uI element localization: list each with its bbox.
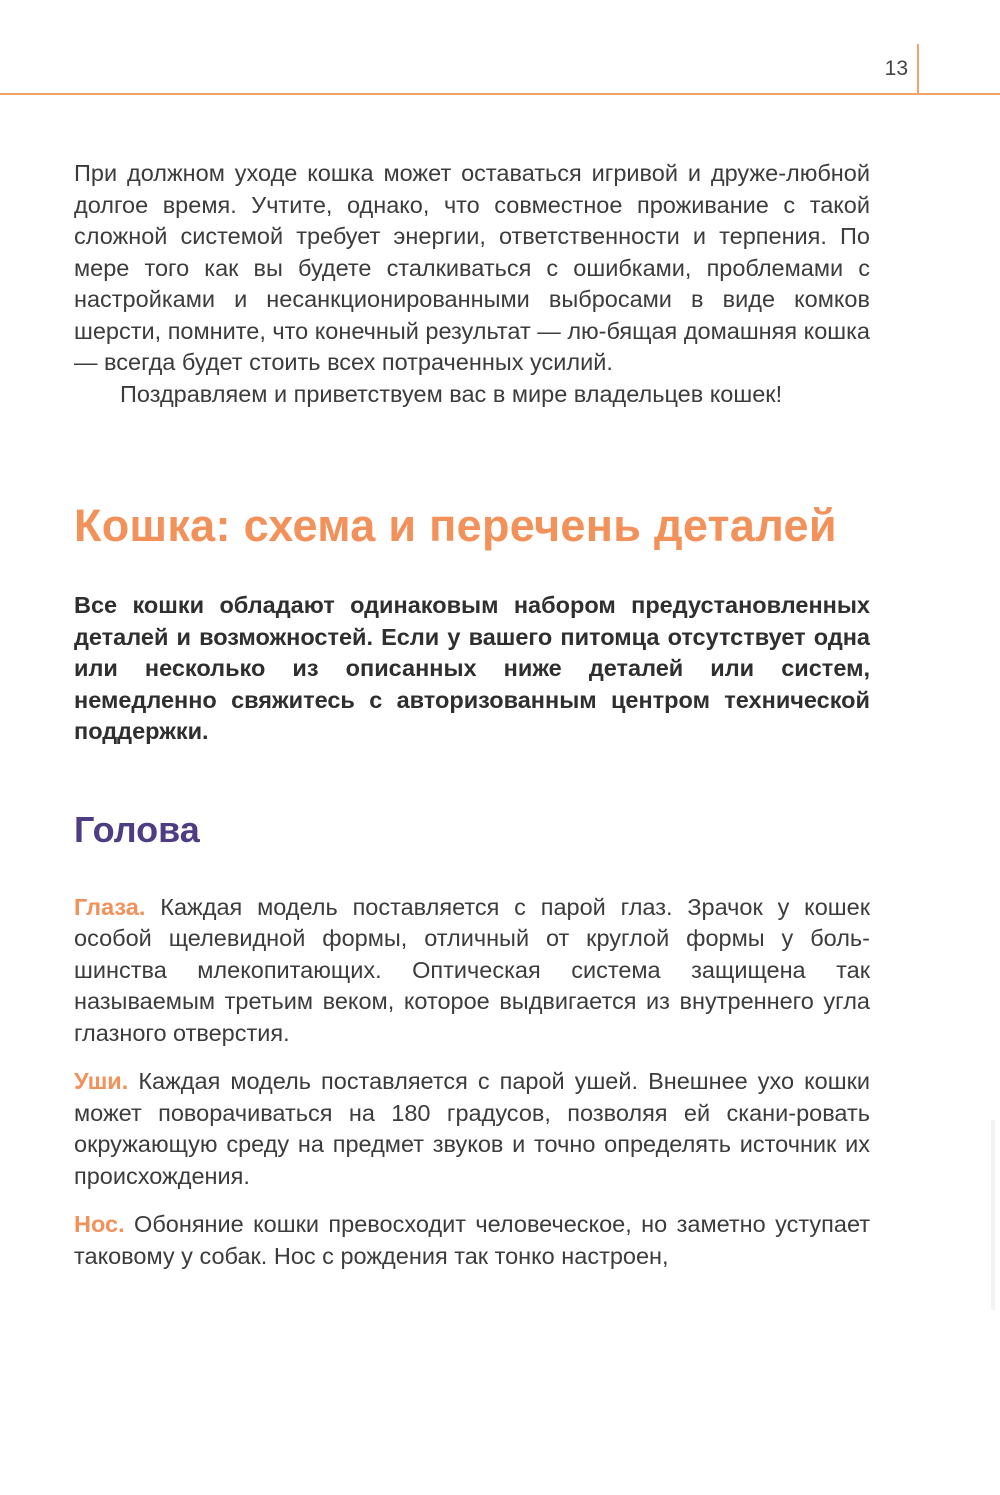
section-title: Кошка: схема и перечень деталей bbox=[74, 500, 837, 551]
intro-closing-paragraph: Поздравляем и приветствуем вас в мире владельцев кошек! bbox=[120, 380, 783, 407]
part-description: Каждая модель поставляется с парой глаз. Зрачок у кошек особой щелевидной формы, отличный от круглой формы у боль-шинства млекопитающих. Оптическая система защищена так называемым третьим веком, которое выдвигается из внутреннего угла глазного отверстия. bbox=[74, 893, 870, 1046]
header-rule bbox=[0, 93, 1000, 95]
part-nose bbox=[74, 1209, 870, 1272]
page-edge-shadow bbox=[991, 1120, 995, 1310]
part-description: Каждая модель поставляется с парой ушей. Внешнее ухо кошки может поворачиваться на 180 градусов, позволяя ей скани-ровать окружающую среду на предмет звуков и точно определять источник их происхождения. bbox=[74, 1068, 870, 1189]
page-number-divider bbox=[917, 44, 919, 94]
intro-paragraph: При должном уходе кошка может оставаться игривой и друже-любной долгое время. Учтите, однако, что совместное проживание с такой сложной системой требует энергии, ответственности и терпения. По мере того как вы будете сталкиваться с ошибками, проблемами с настройками и несанкционированными выбросами в виде комков шерсти, помните, что конечный результат — лю-бящая домашняя кошка — всегда будет стоить всех потраченных усилий. bbox=[74, 160, 870, 375]
subsection-title: Голова bbox=[74, 808, 200, 850]
part-term: Глаза. bbox=[74, 893, 146, 920]
parts-list bbox=[74, 892, 870, 1273]
part-description: Обоняние кошки превосходит человеческое, но заметно уступает таковому у собак. Нос с рождения так тонко настроен, bbox=[74, 1211, 870, 1269]
part-term: Уши. bbox=[74, 1068, 129, 1094]
part-ears bbox=[74, 1066, 870, 1192]
section-lead: Все кошки обладают одинаковым набором предустановленных деталей и возможностей. Если у вашего питомца отсутствует одна или несколько из описанных ниже деталей или систем, немедленно свяжитесь с авторизованным центром технической поддержки. bbox=[74, 592, 870, 744]
part-term: Нос. bbox=[74, 1211, 125, 1237]
intro-text bbox=[74, 158, 870, 410]
part-eyes bbox=[74, 892, 870, 1050]
page-content bbox=[74, 158, 870, 1289]
page-number: 13 bbox=[884, 57, 908, 80]
